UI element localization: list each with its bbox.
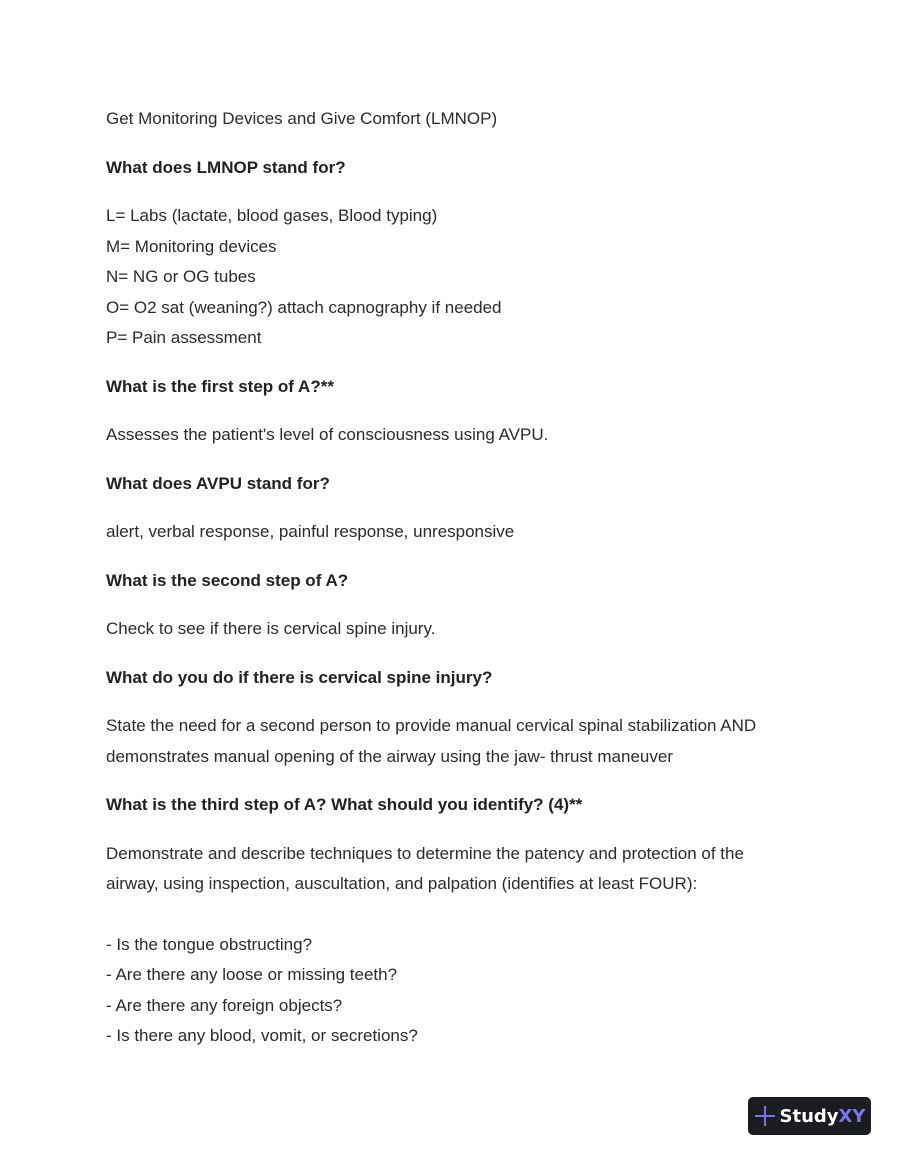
list-item: - Is the tongue obstructing?: [106, 934, 313, 954]
list-item: - Are there any loose or missing teeth?: [106, 965, 398, 984]
answer-line: State the need for a second person to provide manual cervical spinal stabilization AND: [106, 716, 757, 735]
question-third-step: What is the third step of A? What should you identify? (4)**: [106, 795, 583, 814]
question-second-step: What is the second step of A?: [106, 570, 349, 590]
answer-avpu: alert, verbal response, painful response, unresponsive: [106, 522, 515, 541]
answer-second-step: Check to see if there is cervical spine injury.: [106, 619, 436, 638]
question-first-step: What is the first step of A?**: [106, 376, 334, 396]
answer-first-step: Assesses the patient's level of consciousness using AVPU.: [106, 425, 549, 444]
list-item: - Are there any foreign objects?: [106, 995, 343, 1015]
answer-line: L= Labs (lactate, blood gases, Blood typing): [106, 206, 438, 225]
answer-line: M= Monitoring devices: [106, 236, 277, 256]
answer-line: N= NG or OG tubes: [106, 267, 256, 286]
question-avpu: What does AVPU stand for?: [106, 473, 330, 493]
logo-text: StudyXY: [779, 1105, 866, 1127]
question-cervical-injury: What do you do if there is cervical spine injury?: [106, 667, 493, 687]
intro-line: Get Monitoring Devices and Give Comfort (LMNOP): [106, 109, 498, 128]
answer-line: Demonstrate and describe techniques to determine the patency and protection of the: [106, 843, 744, 863]
studyxy-logo: [748, 1097, 871, 1135]
answer-line: P= Pain assessment: [106, 328, 262, 347]
question-lmnop: What does LMNOP stand for?: [106, 157, 346, 177]
answer-line: O= O2 sat (weaning?) attach capnography if needed: [106, 297, 502, 317]
list-item: - Is there any blood, vomit, or secretions?: [106, 1026, 418, 1045]
answer-line: airway, using inspection, auscultation, and palpation (identifies at least FOUR):: [106, 874, 698, 893]
document-content: [106, 104, 806, 1052]
plus-icon: [754, 1105, 776, 1127]
answer-line: demonstrates manual opening of the airway using the jaw- thrust maneuver: [106, 746, 673, 766]
